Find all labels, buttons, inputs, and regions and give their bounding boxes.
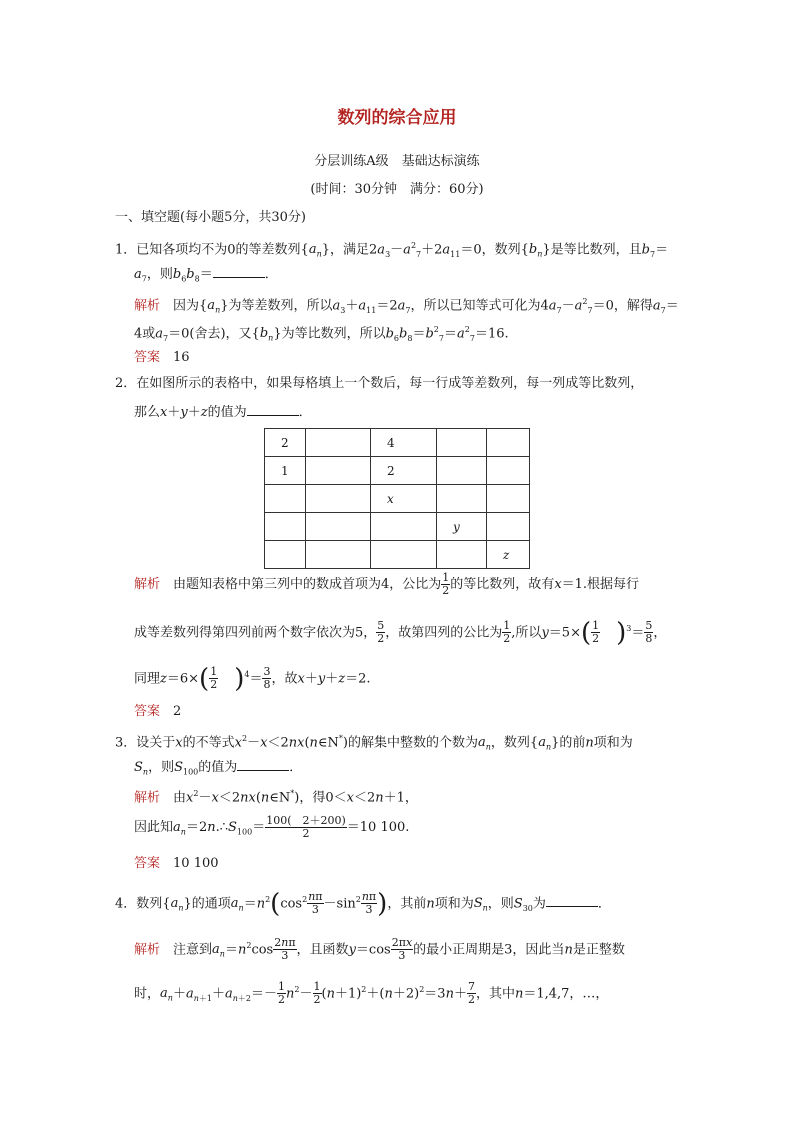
fraction: $\frac{3}{8}$ [263, 665, 271, 692]
table-row [265, 457, 530, 485]
fraction: $\frac{n\pi}{3}$ [308, 890, 323, 917]
analysis-3-line-2: 因此知$a_n=2n.\therefore S_{100}=$ $\frac{100( 2+200)}{2}$ ＝10 100. [134, 814, 410, 840]
table-cell [306, 485, 371, 513]
table-cell: z [487, 541, 530, 569]
table-cell [306, 513, 371, 541]
question-3-line-1: 3．设关于x的不等式$x^2-x<2nx(n\in N^*)$的解集中整数的个数为$a_n$，数列$\{a_n\}$的前n项和为 [115, 734, 633, 752]
question-2-text: 在如图所示的表格中，如果每格填上一个数后，每一行成等差数列，每一列成等比数列， [136, 376, 644, 391]
subtitle: 分层训练A级 基础达标演练 [314, 154, 480, 169]
question-1-line-1: 1．已知各项均不为0的等差数列$\{a_n\}$，满足$2a_3-a^2_7+2a_{11}=0$，数列$\{b_n\}$是等比数列，且$b_7=$ [115, 241, 669, 259]
question-number: 3． [115, 735, 137, 751]
answer-label: 答案 [134, 704, 161, 719]
question-2-line-2: 那么x＋y＋z的值为 ． [134, 405, 312, 420]
table-cell [265, 541, 306, 569]
table-cell: y [437, 513, 487, 541]
table-cell [371, 541, 437, 569]
table-cell: 4 [371, 429, 437, 457]
table-row [265, 429, 530, 457]
table-cell [265, 485, 306, 513]
table-cell [306, 541, 371, 569]
fraction: $\frac{100( 2+200)}{2}$ [266, 814, 346, 840]
question-number: 2． [115, 376, 137, 391]
answer-blank [213, 266, 265, 278]
table-cell [437, 541, 487, 569]
page-title: 数列的综合应用 [337, 108, 457, 128]
table-row [265, 541, 530, 569]
fraction: $\frac{1}{2}$ [442, 571, 450, 597]
table-cell [371, 513, 437, 541]
analysis-4-line-2: 时，$a_n+a_{n+1}+a_{n+2}=-$ $\frac{1}{2}$ $n^2-$ $\frac{1}{2}$ $(n+1)^2+(n+2)^2=3n+$ $\frac{7}{2}$ ，其中n＝1,4,7，…， [134, 980, 609, 1007]
table-cell: 2 [371, 457, 437, 485]
fraction: $\frac{5}{8}$ [645, 619, 653, 646]
question-2-line-1 [115, 376, 643, 392]
number-table [264, 428, 530, 569]
table-cell [306, 429, 371, 457]
answer-value: 2 [173, 704, 182, 719]
answer-blank [546, 895, 598, 907]
analysis-1-line-1: 解析 因为$\{a_n\}$为等差数列，所以$a_3+a_{11}=2a_7$，所以已知等式可化为$4a_7-a^2_7=0$，解得$a_7=$ [134, 297, 679, 315]
analysis-1-line-2: 4或$a_7=0$(舍去)，又$\{b_n\}$为等比数列，所以$b_6b_8=b^2_7=a^2_7=16$. [134, 325, 509, 343]
bracket: ) [234, 663, 245, 694]
fraction: $\frac{n\pi}{3}$ [361, 890, 377, 917]
table-row [265, 513, 530, 541]
bracket: ( [580, 617, 592, 648]
table-row [265, 485, 530, 513]
analysis-label: 解析 [134, 577, 161, 592]
bracket: ) [377, 888, 388, 919]
table-cell [437, 429, 487, 457]
fraction: $\frac{7}{2}$ [467, 980, 475, 1007]
answer-label: 答案 [134, 856, 161, 871]
answer-value: 10 100 [173, 856, 219, 871]
table-cell [306, 457, 371, 485]
question-4-line-1: 4．数列$\{a_n\}$的通项$a_n=n^2(\cos^2$ $\frac{n\pi}{3}$ $-\sin^2$ $\frac{n\pi}{3}$ )，其前n项和为$S_n$，则$S_{30}$为 ． [115, 888, 611, 919]
section-heading: 一、填空题(每小题5分，共30分) [115, 210, 306, 225]
fraction: $\frac{2n\pi}{3}$ [274, 936, 296, 963]
table-cell [487, 457, 530, 485]
analysis-2-line-1: 解析 由题知表格中第三列中的数成首项为4，公比为 $\frac{1}{2}$ 的等比数列，故有x＝1.根据每行 [134, 571, 640, 597]
table-cell [487, 485, 530, 513]
analysis-2-line-3: 同理z＝6×( $\frac{1}{2}$ )$^4$＝ $\frac{3}{8}$ ，故x＋y＋z＝2. [134, 663, 371, 694]
table-cell [437, 485, 487, 513]
analysis-3-line-1: 解析 由$x^2-x<2nx(n\in N^*)$，得0＜x＜2n＋1， [134, 789, 418, 806]
fraction: $\frac{5}{2}$ [377, 619, 385, 646]
table-cell [265, 513, 306, 541]
answer-blank [237, 759, 289, 771]
analysis-label: 解析 [134, 790, 161, 806]
fraction: $\frac{1}{2}$ [278, 980, 286, 1007]
fraction: $\frac{1}{2}$ [592, 619, 600, 646]
analysis-4-line-1: 解析 注意到$a_n=n^2\cos$ $\frac{2n\pi}{3}$ ，且函数y＝cos $\frac{2\pi x}{3}$ 的最小正周期是3，因此当n是正整数 [134, 936, 625, 963]
table-cell [487, 429, 530, 457]
question-3-line-2: $S_n$，则$S_{100}$的值为 ． [134, 760, 303, 777]
question-1-line-2: $a_7$，则$b_6b_8=$ ． [134, 267, 278, 284]
answer-2 [134, 704, 181, 720]
bracket: ( [270, 888, 281, 919]
answer-label: 答案 [134, 350, 161, 365]
answer-3 [134, 856, 219, 872]
table-cell: 1 [265, 457, 306, 485]
table-cell [487, 513, 530, 541]
fraction: $\frac{2\pi x}{3}$ [391, 936, 413, 963]
time-score: (时间：30分钟 满分：60分) [310, 182, 484, 197]
bracket: ) [616, 617, 627, 648]
analysis-2-line-2: 成等差数列得第四列前两个数字依次为5， $\frac{5}{2}$ ，故第四列的公比为 $\frac{1}{2}$ ,所以y＝5×( $\frac{1}{2}$ )$^3$＝ $\frac{5}{8}$ ， [134, 617, 667, 648]
fraction: $\frac{1}{2}$ [313, 980, 321, 1007]
question-number: 1． [115, 242, 137, 258]
answer-1 [134, 350, 190, 366]
analysis-label: 解析 [134, 942, 161, 958]
table-cell: x [371, 485, 437, 513]
table-cell [437, 457, 487, 485]
fraction: $\frac{1}{2}$ [503, 619, 511, 646]
answer-blank [247, 404, 299, 416]
fraction: $\frac{1}{2}$ [210, 665, 218, 692]
answer-value: 16 [173, 350, 190, 365]
question-number: 4． [115, 896, 137, 912]
bracket: ( [199, 663, 210, 694]
analysis-label: 解析 [134, 298, 161, 314]
table-cell: 2 [265, 429, 306, 457]
